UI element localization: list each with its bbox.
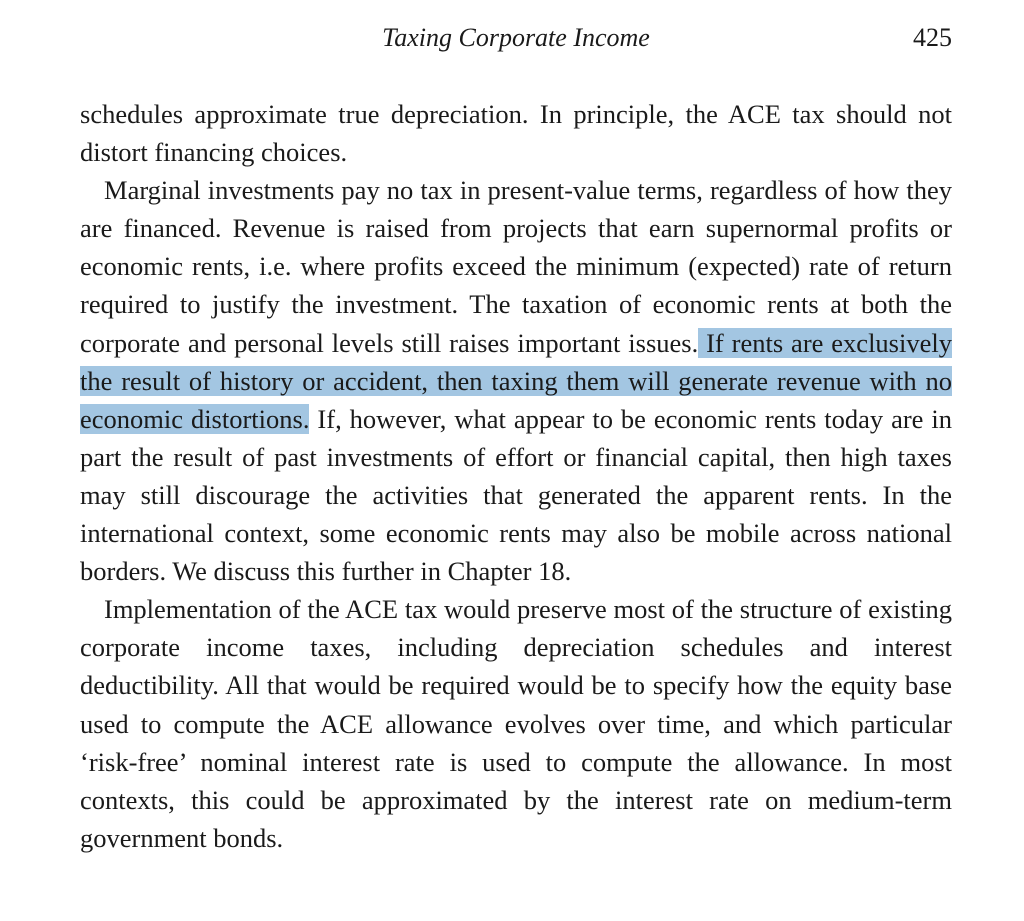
text-selection-highlight[interactable]: If rents are exclusively the result of history or accident, then taxing them will generate revenue with no economic distortions. [80, 327, 952, 434]
paragraph-implementation: Implementation of the ACE tax would preserve most of the structure of existing corporate income taxes, including depreciation schedules and interest deductibility. All that would be required would be to specify how the equity base used to compute the ACE allowance evolves over time, and which particular ‘risk-free’ nominal interest rate is used to compute the allowance. In most contexts, this could be approximated by the interest rate on medium-term government bonds. [80, 594, 952, 853]
running-head [80, 16, 952, 60]
book-page [80, 0, 952, 921]
paragraph-marginal-investments[interactable] [80, 171, 952, 590]
paragraph-text-after-selection[interactable]: If, however, what appear to be economic rents today are in part the result of past investments of effort or financial capital, then high taxes may still discourage the activities that generated the apparent rents. In the international context, some economic rents may also be mobile across national borders. We discuss this further in Chapter 18. [80, 403, 952, 587]
paragraph-text-before-selection[interactable]: Marginal investments pay no tax in present-value terms, regardless of how they are financed. Revenue is raised from projects that earn supernormal profits or economic rents, i.e. where profits exceed the minimum (expected) rate of return required to justify the investment. The taxation of economic rents at both the corporate and personal levels still raises important issues. [80, 175, 952, 358]
paragraph-continuation: schedules approximate true depreciation. In principle, the ACE tax should not distort financing choices. [80, 99, 952, 168]
page-number: 425 [913, 23, 952, 52]
body-text [80, 95, 952, 857]
running-title: Taxing Corporate Income [382, 23, 650, 52]
